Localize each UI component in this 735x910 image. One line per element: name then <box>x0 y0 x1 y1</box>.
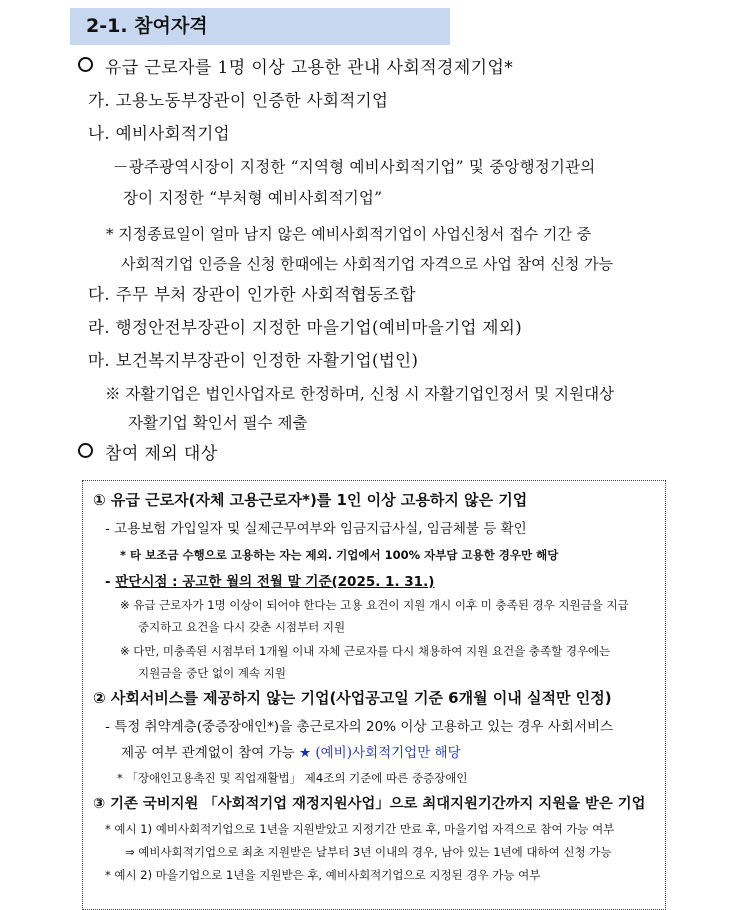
eligibility-item-ra: 라. 행정안전부장관이 지정한 마을기업(예비마을기업 제외) <box>88 318 523 337</box>
criterion-1-star-note: * 타 보조금 수행으로 고용하는 자는 제외. 기업에서 100% 자부담 고용한 경우만 해당 <box>120 548 559 562</box>
eligibility-item-ga: 가. 고용노동부장관이 인증한 사회적기업 <box>88 91 389 110</box>
section-title: 2-1. 참여자격 <box>70 8 450 45</box>
criterion-1-check: - 고용보험 가입일자 및 실제근무여부와 임금지급사실, 임금체불 등 확인 <box>105 521 527 537</box>
criterion-1-note-2a: ※ 다만, 미충족된 시점부터 1개월 이내 자체 근로자를 다시 채용하여 지원 요건을 충족할 경우에는 <box>120 644 611 658</box>
criterion-1-note-1b: 중지하고 요건을 다시 갖춘 시점부터 지원 <box>138 620 346 634</box>
criterion-2-title: ② 사회서비스를 제공하지 않는 기업(사업공고일 기준 6개월 이내 실적만 인정) <box>93 689 612 707</box>
eligibility-heading-row <box>78 57 513 79</box>
criterion-1-note-1a: ※ 유급 근로자가 1명 이상이 되어야 한다는 고용 요건이 지원 개시 이후 미 충족된 경우 지원금을 지급 <box>120 598 629 612</box>
self-support-note-2: 자활기업 확인서 필수 제출 <box>128 414 308 432</box>
criterion-1-judge-row <box>105 570 434 590</box>
eligibility-item-na: 나. 예비사회적기업 <box>88 124 231 143</box>
star-icon: ★ <box>298 745 312 761</box>
pre-social-enterprise-only: (예비)사회적기업만 해당 <box>315 745 461 761</box>
criterion-3-example-1: * 예시 1) 예비사회적기업으로 1년을 지원받았고 지정기간 만료 후, 마을기업 자격으로 참여 가능 여부 <box>105 822 615 836</box>
circle-bullet-icon <box>78 57 93 72</box>
criterion-3-example-1-answer: ⇒ 예비사회적기업으로 최초 지원받은 날부터 3년 이내의 경우, 남아 있는 1년에 대하여 신청 가능 <box>125 845 612 859</box>
designation-note-1: * 지정종료일이 얼마 남지 않은 예비사회적기업이 사업신청서 접수 기간 중 <box>106 225 592 243</box>
criterion-1-note-2b: 지원금을 중단 없이 계속 지원 <box>138 666 286 680</box>
circle-bullet-icon <box>78 443 93 458</box>
exclusion-heading: 참여 제외 대상 <box>105 444 218 464</box>
eligibility-heading: 유급 근로자를 1명 이상 고용한 관내 사회적경제기업* <box>105 58 514 78</box>
criterion-3-example-2: * 예시 2) 마을기업으로 1년을 지원받은 후, 예비사회적기업으로 지정된 경우 가능 여부 <box>105 868 541 882</box>
eligibility-item-da: 다. 주무 부처 장관이 인가한 사회적협동조합 <box>88 285 416 304</box>
eligibility-item-ma: 마. 보건복지부장관이 인정한 자활기업(법인) <box>88 351 419 370</box>
criterion-2-detail-2-row <box>121 741 461 761</box>
pre-social-enterprise-detail-2: 장이 지정한 “부처형 예비사회적기업” <box>123 189 383 207</box>
pre-social-enterprise-detail-1: －광주광역시장이 지정한 “지역형 예비사회적기업” 및 중앙행정기관의 <box>113 158 596 176</box>
criterion-3-title: ③ 기존 국비지원 「사회적기업 재정지원사업」으로 최대지원기간까지 지원을 받은 기업 <box>93 796 646 812</box>
self-support-note-1: ※ 자활기업은 법인사업자로 한정하며, 신청 시 자활기업인정서 및 지원대상 <box>105 385 615 403</box>
designation-note-2: 사회적기업 인증을 신청 한때에는 사회적기업 자격으로 사업 참여 신청 가능 <box>121 255 614 273</box>
judgment-date: 판단시점 : 공고한 월의 전월 말 기준(2025. 1. 31.) <box>115 574 435 590</box>
exclusion-heading-row <box>78 443 218 465</box>
criterion-2-detail-2: 제공 여부 관계없이 참여 가능 <box>121 745 295 761</box>
exclusion-box <box>82 480 666 910</box>
criterion-2-note: * 「장애인고용촉진 및 직업재활법」 제4조의 기준에 따른 중증장애인 <box>117 771 468 785</box>
criterion-2-detail-1: - 특정 취약계층(중증장애인*)을 총근로자의 20% 이상 고용하고 있는 경우 사회서비스 <box>105 719 614 735</box>
criterion-1-title: ① 유급 근로자(자체 고용근로자*)를 1인 이상 고용하지 않은 기업 <box>93 491 528 509</box>
dash-prefix: - <box>105 574 116 590</box>
